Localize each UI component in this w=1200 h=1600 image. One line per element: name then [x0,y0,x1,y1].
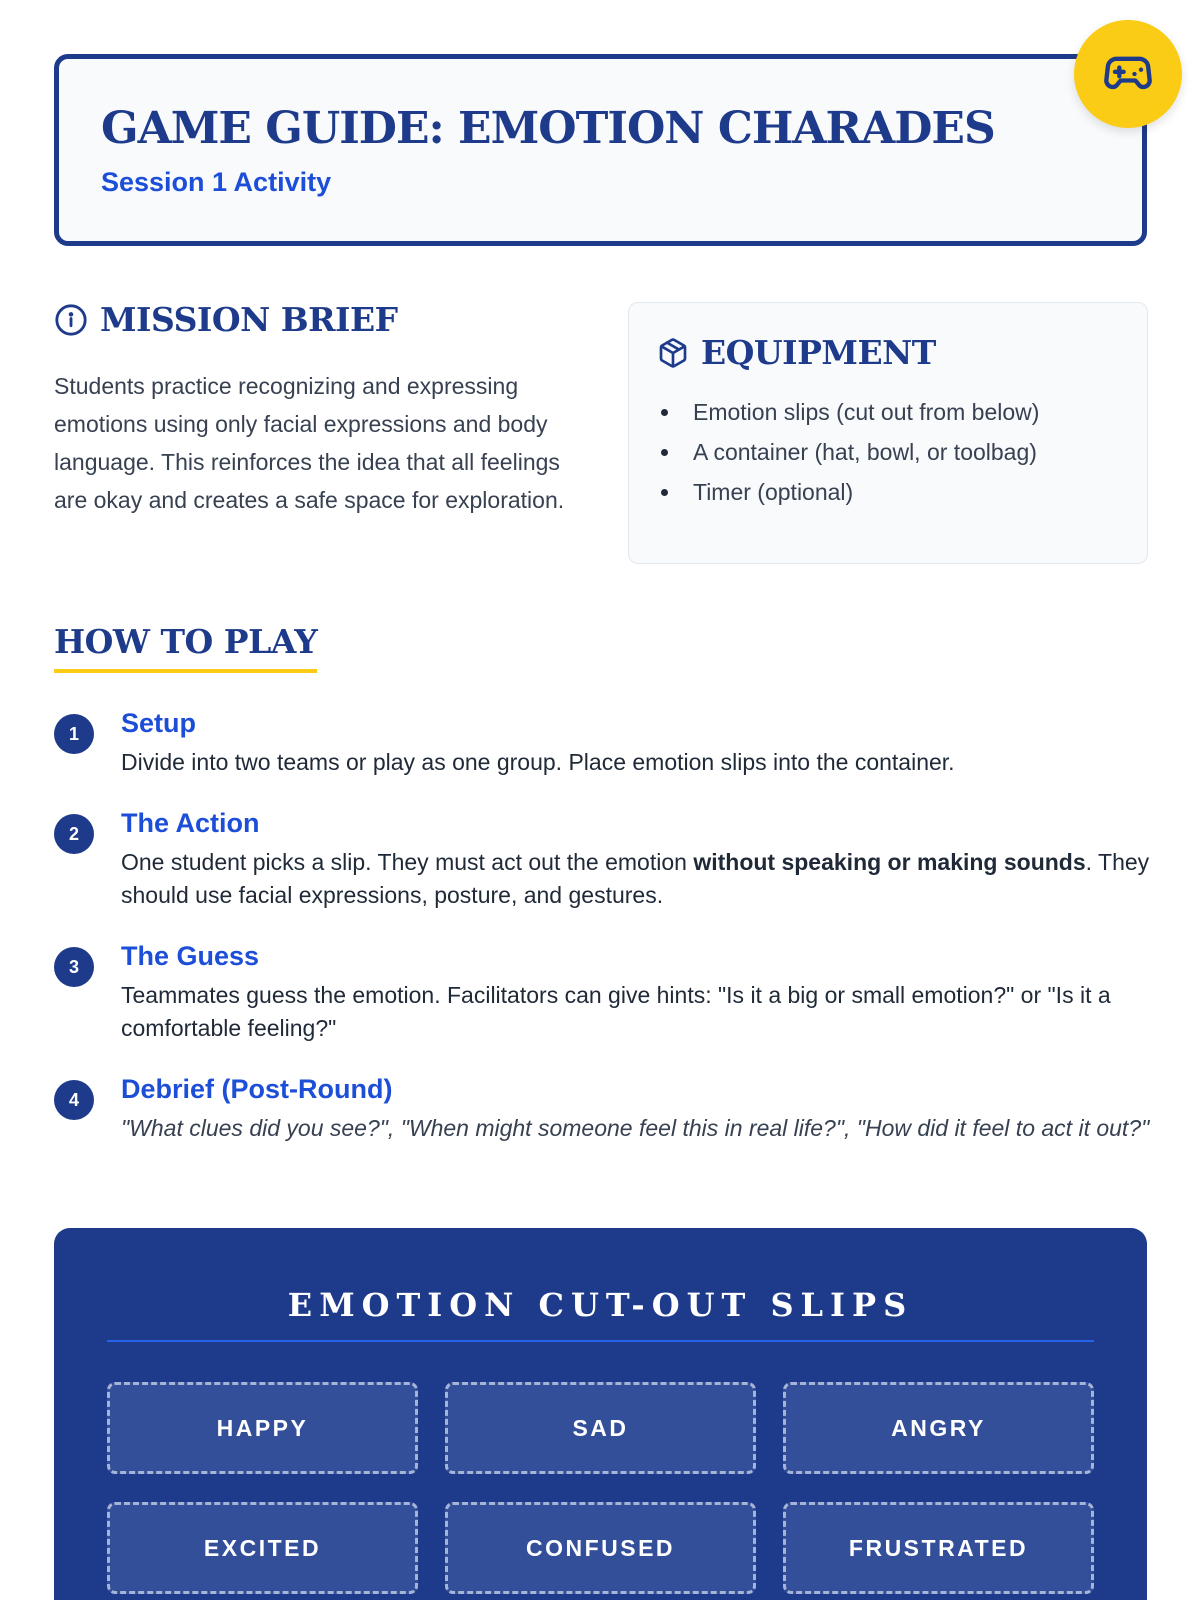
equipment-item: Emotion slips (cut out from below) [657,392,1119,432]
step-title: Setup [121,708,197,738]
emotion-slip: SAD [445,1382,756,1474]
emotion-slip: EXCITED [107,1502,418,1594]
title-card [54,54,1147,246]
page-title: GAME GUIDE: EMOTION CHARADES [101,103,995,154]
emotion-slips-panel [54,1228,1147,1600]
equipment-heading: EQUIPMENT [701,333,936,372]
emotion-slip: ANGRY [783,1382,1094,1474]
box-icon [657,337,689,369]
step-body [121,846,1161,912]
step-number: 2 [54,814,94,854]
step-body-text: . They should use facial expressions, posture, and gestures. [121,849,1150,908]
equipment-card [628,302,1148,564]
step-title: Debrief (Post-Round) [121,1074,393,1104]
mission-brief-text: Students practice recognizing and expressing emotions using only facial expressions and body language. This reinforces the idea that all feelings are okay and creates a safe space for exploration. [54,373,565,513]
step-body: Divide into two teams or play as one group. Place emotion slips into the container. [121,749,955,775]
equipment-item: Timer (optional) [657,472,1119,512]
mission-brief-section [54,300,584,519]
equipment-item: A container (hat, bowl, or toolbag) [657,432,1119,472]
step-title: The Guess [121,941,260,971]
step-number: 4 [54,1080,94,1120]
info-icon [54,303,88,337]
step-body: Teammates guess the emotion. Facilitators can give hints: "Is it a big or small emotion?" or "Is it a comfortable feeling?" [121,982,1111,1041]
gamepad-badge [1074,20,1182,128]
step-body: "What clues did you see?", "When might someone feel this in real life?", "How did it feel to act it out?" [121,1115,1150,1141]
equipment-list [657,392,1119,512]
step-body-emphasis: without speaking or making sounds [693,849,1086,875]
step-number: 1 [54,714,94,754]
emotion-slip: HAPPY [107,1382,418,1474]
gamepad-icon [1102,48,1154,100]
page-subtitle: Session 1 Activity [101,167,332,197]
emotion-slip: CONFUSED [445,1502,756,1594]
how-to-play-heading: HOW TO PLAY [54,622,317,673]
how-to-play-section [54,622,1150,1141]
mission-brief-heading: MISSION BRIEF [100,300,398,339]
step-title: The Action [121,808,260,838]
divider [107,1340,1094,1342]
emotion-slip: FRUSTRATED [783,1502,1094,1594]
step-body-text: One student picks a slip. They must act out the emotion [121,849,694,875]
emotion-slips-heading: EMOTION CUT-OUT SLIPS [287,1286,914,1324]
step-number: 3 [54,947,94,987]
